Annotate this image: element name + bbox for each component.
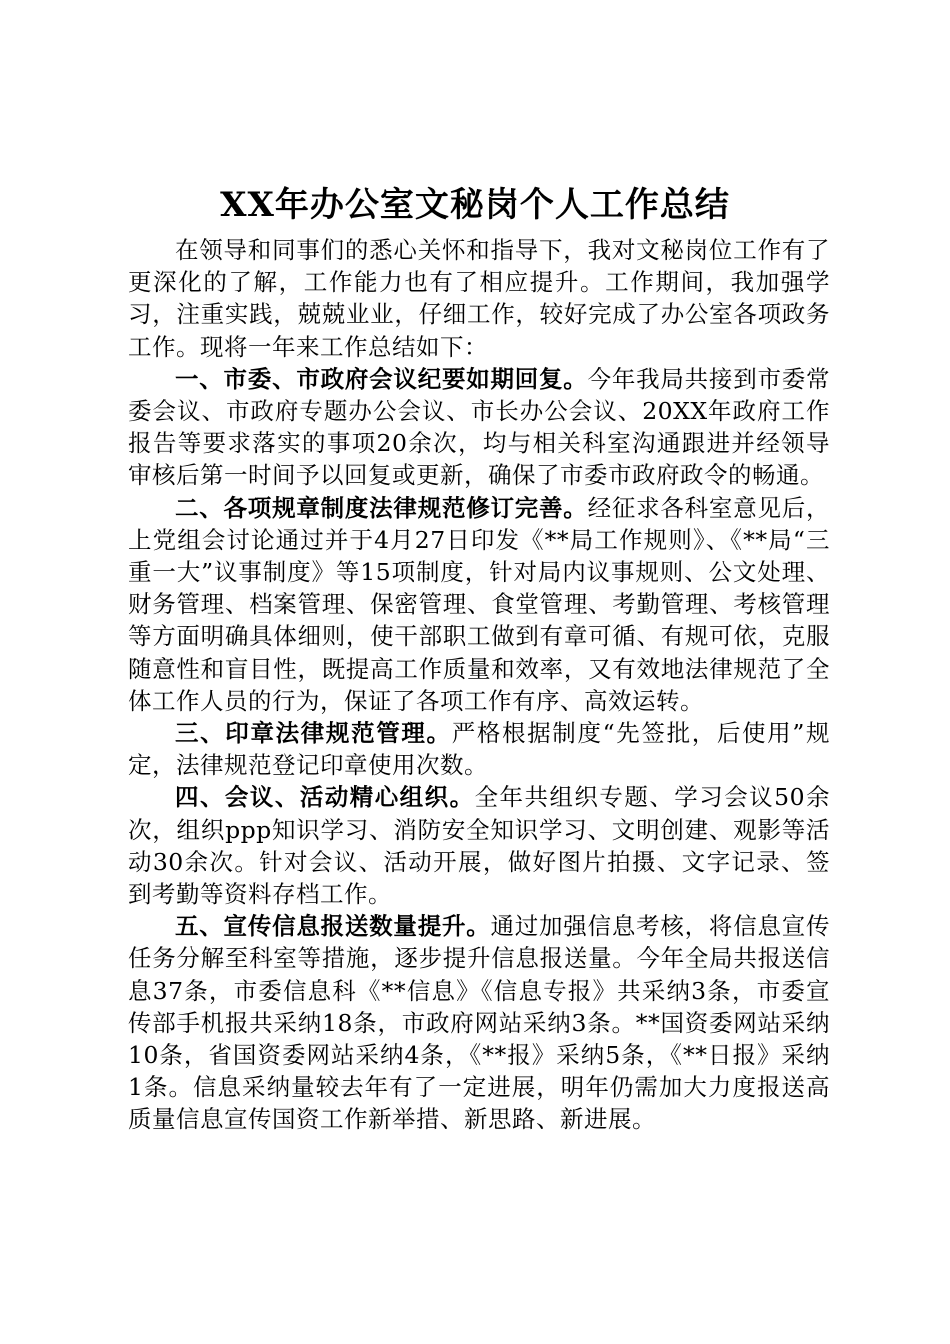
paragraph-intro xyxy=(128,234,830,363)
paragraph-text: 经征求各科室意见后，上党组会讨论通过并于4月27日印发《**局工作规则》、《**局“三重一大”议事制度》等15项制度，针对局内议事规则、公文处理、财务管理、档案管理、保密管理、食堂管理、考勤管理、考核管理等方面明确具体细则，使干部职工做到有章可循、有规可依，克服随意性和盲目性，既提高工作质量和效率，又有效地法律规范了全体工作人员的行为，保证了各项工作有序、高效运转。 xyxy=(128,493,831,715)
document-title: XX年办公室文秘岗个人工作总结 xyxy=(220,185,730,225)
paragraph-heading: 三、印章法律规范管理。 xyxy=(175,719,452,748)
paragraph-section-2 xyxy=(128,492,830,717)
document-body xyxy=(128,234,830,1136)
paragraph-section-1 xyxy=(128,363,830,492)
paragraph-text: 通过加强信息考核，将信息宣传任务分解至科室等措施，逐步提升信息报送量。今年全局共报送信息37条，市委信息科《**信息》《信息专报》共采纳3条，市委宣传部手机报共采纳18条，市政府网站采纳3条。**国资委网站采纳10条，省国资委网站采纳4条，《**报》采纳5条，《**日报》采纳1条。信息采纳量较去年有了一定进展，明年仍需加大力度报送高质量信息宣传国资工作新举措、新思路、新进展。 xyxy=(128,912,830,1134)
paragraph-section-4 xyxy=(128,781,830,910)
paragraph-text: 在领导和同事们的悉心关怀和指导下，我对文秘岗位工作有了更深化的了解，工作能力也有了相应提升。工作期间，我加强学习，注重实践，兢兢业业，仔细工作，较好完成了办公室各项政务工作。现将一年来工作总结如下： xyxy=(128,236,830,361)
paragraph-heading: 五、宣传信息报送数量提升。 xyxy=(175,912,491,941)
paragraph-section-3 xyxy=(128,717,830,781)
paragraph-heading: 四、会议、活动精心组织。 xyxy=(175,783,475,812)
paragraph-text: 全年共组织专题、学习会议50余次，组织ppp知识学习、消防安全知识学习、文明创建、观影等活动30余次。针对会议、活动开展，做好图片拍摄、文字记录、签到考勤等资料存档工作。 xyxy=(128,783,831,909)
paragraph-text: 今年我局共接到市委常委会议、市政府专题办公会议、市长办公会议、20XX年政府工作报告等要求落实的事项20余次，均与相关科室沟通跟进并经领导审核后第一时间予以回复或更新，确保了市委市政府政令的畅通。 xyxy=(128,364,831,490)
paragraph-section-5 xyxy=(128,910,830,1135)
paragraph-heading: 一、市委、市政府会议纪要如期回复。 xyxy=(175,364,588,393)
paragraph-text: 严格根据制度“先签批，后使用”规定，法律规范登记印章使用次数。 xyxy=(128,719,831,780)
paragraph-heading: 二、各项规章制度法律规范修订完善。 xyxy=(175,493,588,522)
